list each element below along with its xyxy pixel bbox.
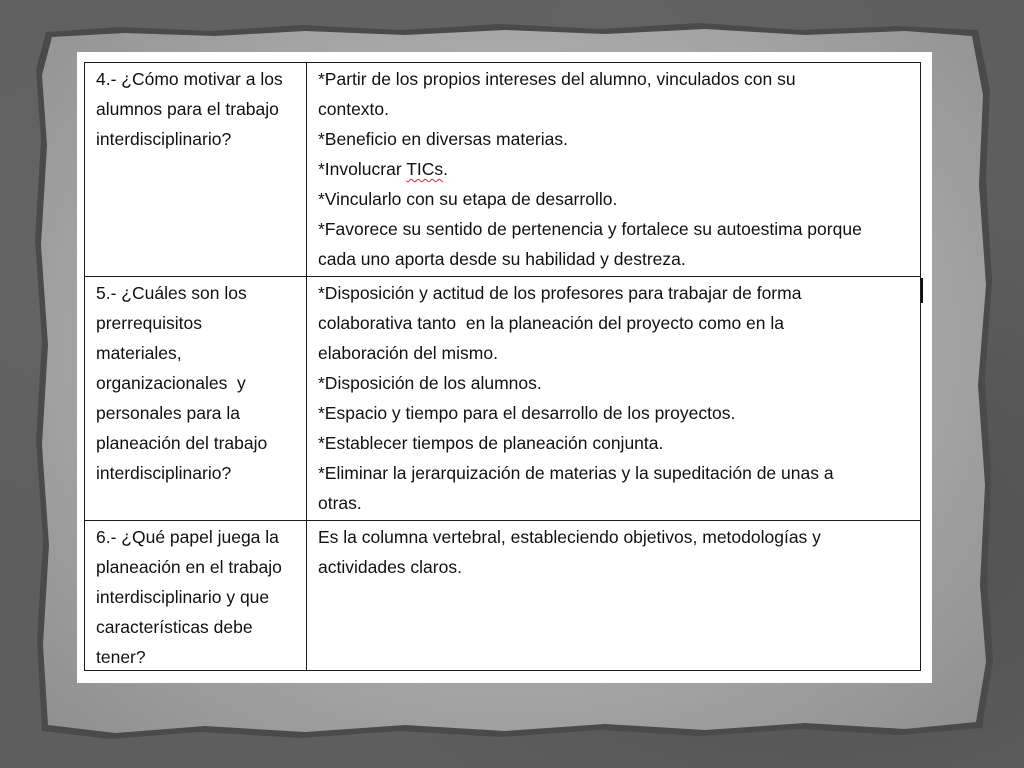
question-line: planeación del trabajo [96,433,268,453]
question-line: personales para la [96,403,240,423]
answer-line: *Establecer tiempos de planeación conjunta. [318,433,664,453]
question-line: organizacionales y [96,373,246,393]
stray-vertical-mark [921,278,923,303]
answer-line: colaborativa tanto en la planeación del proyecto como en la [318,313,784,333]
question-line: 6.- ¿Qué papel juega la [96,527,279,547]
answer-line: *Disposición y actitud de los profesores para trabajar de forma [318,283,802,303]
question-line: prerrequisitos [96,313,203,333]
questions-table [84,62,921,671]
answer-line: cada uno aporta desde su habilidad y destreza. [318,249,686,269]
answer-line: *Partir de los propios intereses del alumno, vinculados con su [318,69,796,89]
answer-line: *Favorece su sentido de pertenencia y fortalece su autoestima porque [318,219,862,239]
answer-cell [307,63,920,276]
answer-line: Es la columna vertebral, estableciendo objetivos, metodologías y [318,527,821,547]
question-line: características debe [96,617,253,637]
question-cell [85,63,307,276]
answer-line: elaboración del mismo. [318,343,498,363]
answer-line: *Disposición de los alumnos. [318,373,542,393]
question-line: 5.- ¿Cuáles son los [96,283,247,303]
answer-line: *Eliminar la jerarquización de materias y la supeditación de unas a [318,463,834,483]
question-line: alumnos para el trabajo [96,99,279,119]
answer-line [318,154,920,184]
answer-cell [307,277,920,520]
question-line: interdisciplinario y que [96,587,270,607]
answer-line: *Beneficio en diversas materias. [318,129,568,149]
table-row-6 [85,521,920,670]
table-row-5 [85,277,920,521]
answer-cell [307,521,920,670]
spellcheck-word: TICs [406,159,444,179]
answer-line: *Vincularlo con su etapa de desarrollo. [318,189,618,209]
answer-line: contexto. [318,99,390,119]
question-cell [85,521,307,670]
question-cell [85,277,307,520]
answer-line: *Espacio y tiempo para el desarrollo de los proyectos. [318,403,736,423]
answer-line: otras. [318,493,362,513]
question-line: tener? [96,647,146,667]
answer-line-prefix: *Involucrar [318,159,407,179]
answer-line-suffix: . [443,159,449,179]
question-line: materiales, [96,343,182,363]
question-line: interdisciplinario? [96,463,232,483]
question-line: 4.- ¿Cómo motivar a los [96,69,283,89]
question-line: interdisciplinario? [96,129,232,149]
table-row-4 [85,63,920,277]
answer-line: actividades claros. [318,557,462,577]
question-line: planeación en el trabajo [96,557,282,577]
table-sheet [77,52,932,683]
